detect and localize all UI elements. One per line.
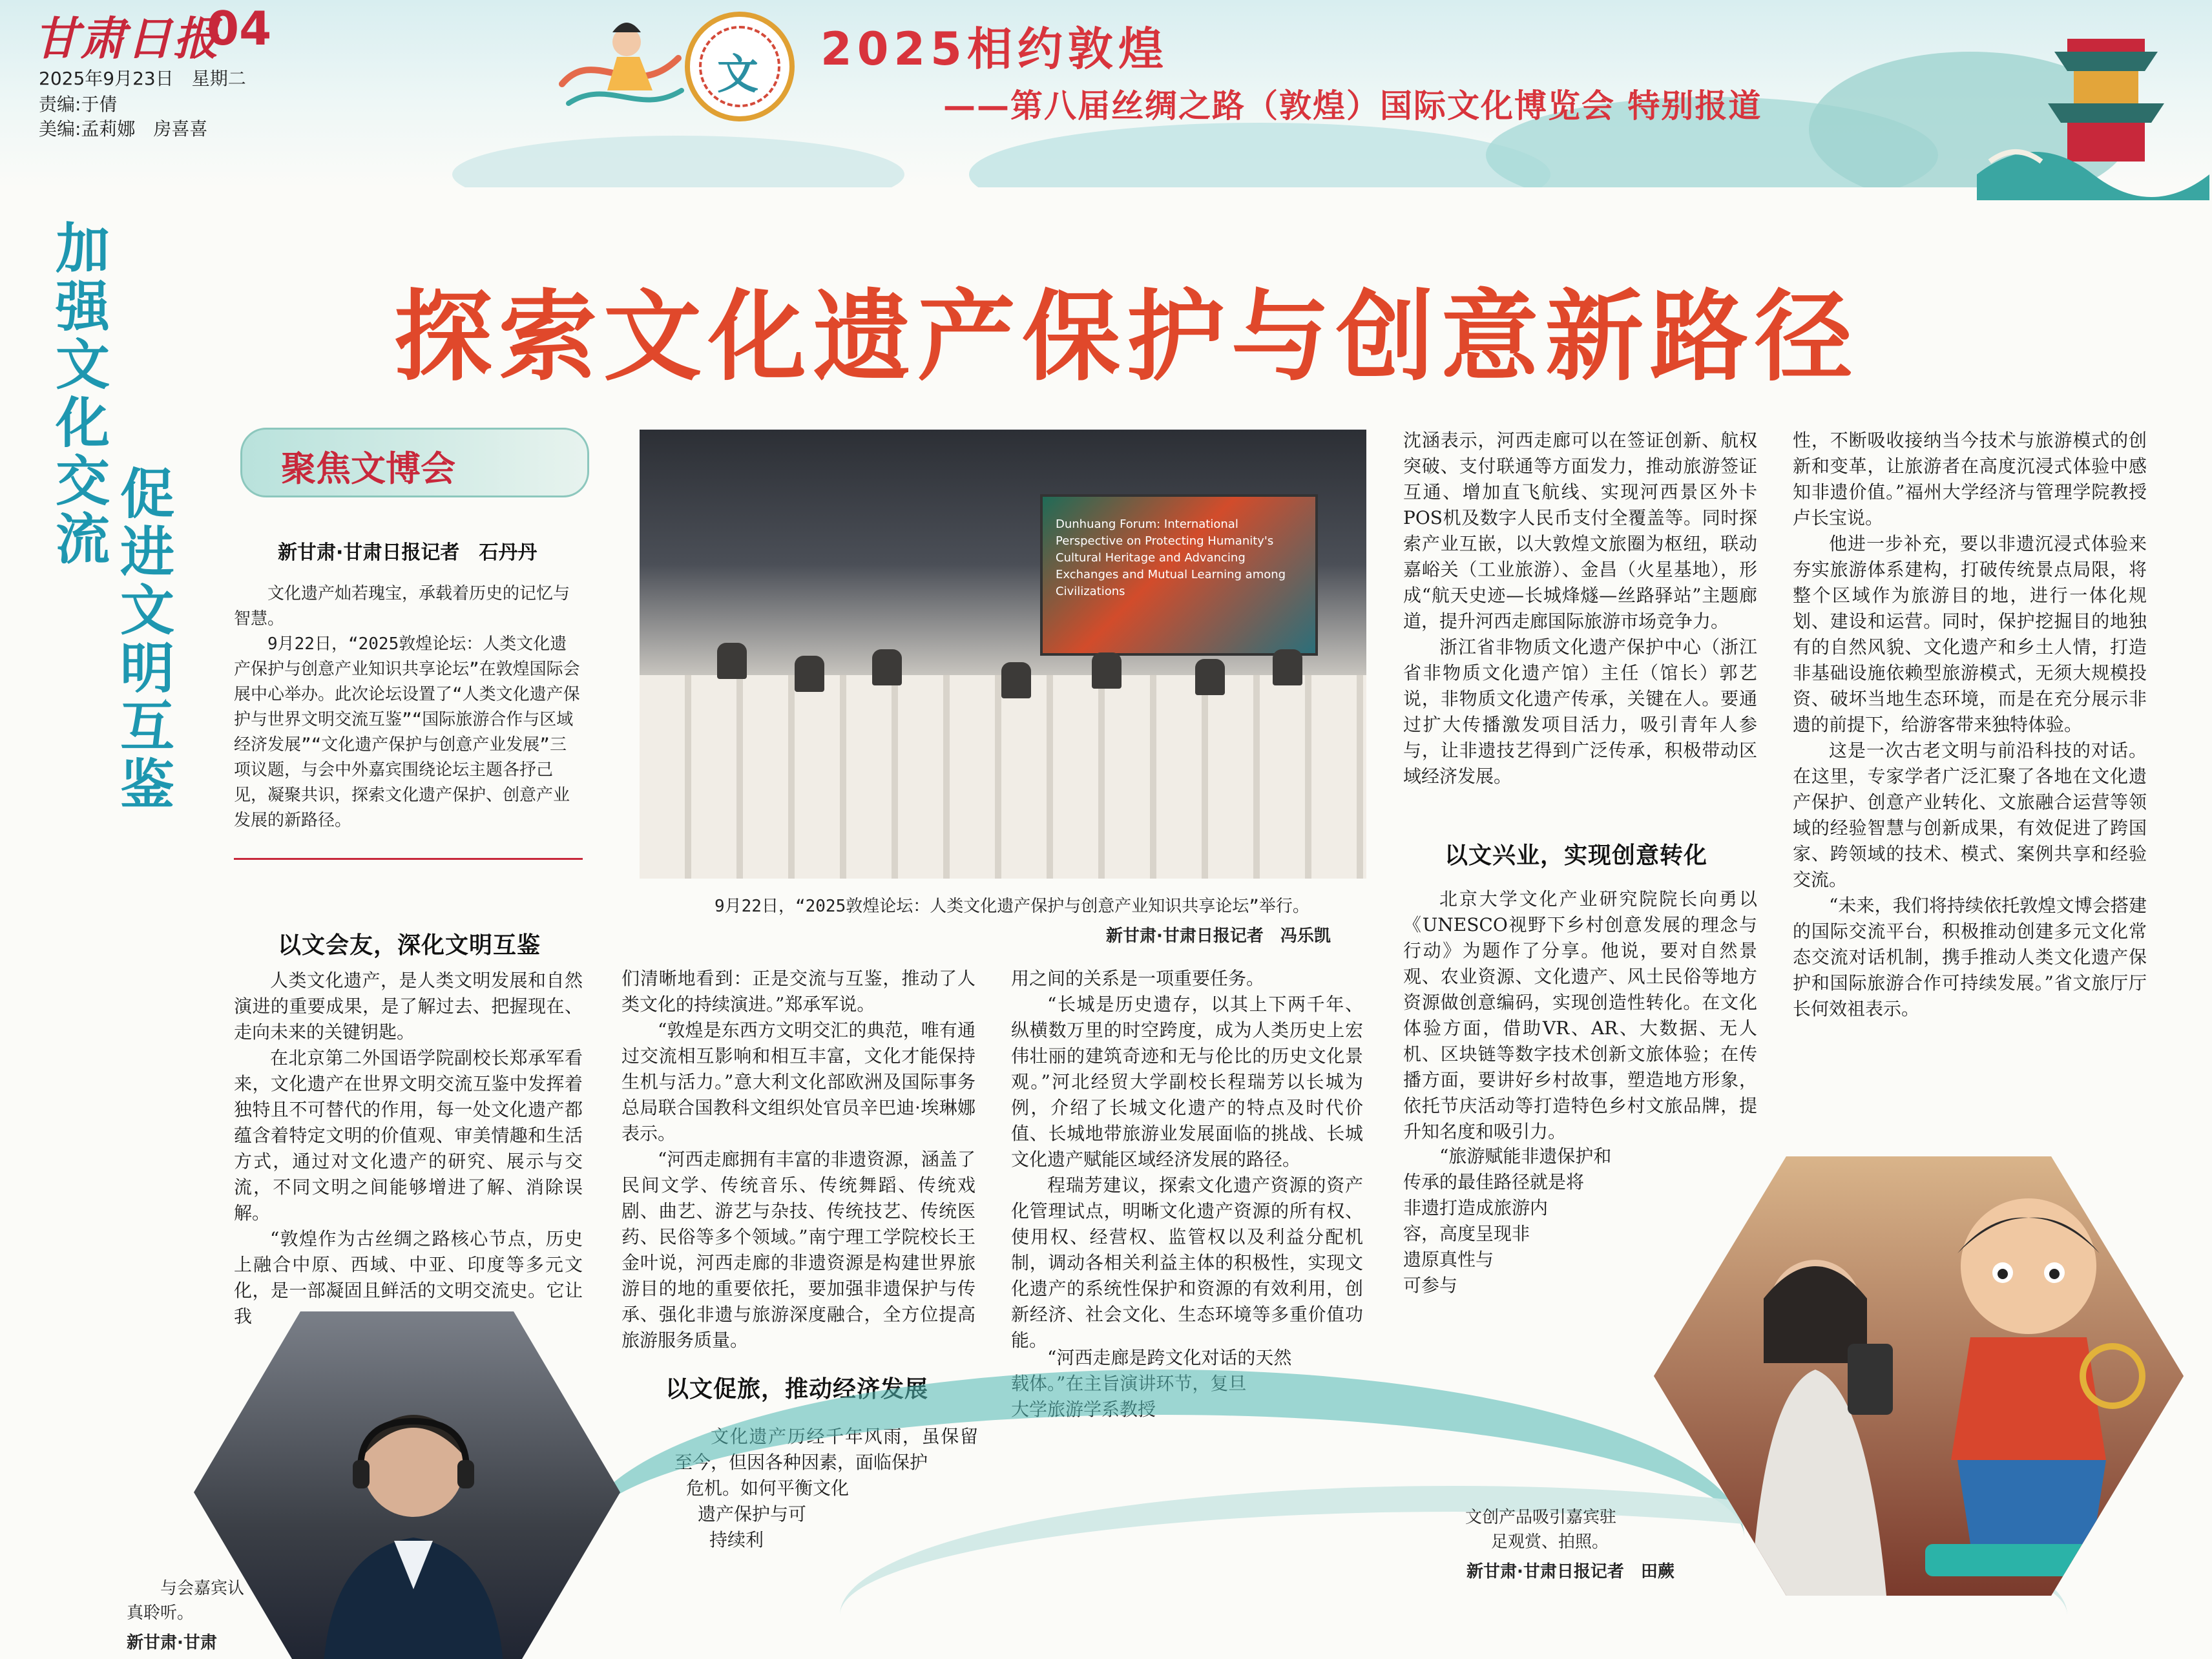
tail-line: 危机。如何平衡文化 — [686, 1477, 850, 1499]
section-1-body — [234, 968, 583, 1330]
audience-chairs — [640, 675, 1366, 879]
tail-line: 非遗打造成旅游内 — [1403, 1197, 1549, 1218]
intro-paragraph: 文化遗产灿若瑰宝，承载着历史的记忆与智慧。 — [234, 584, 570, 629]
expo-logo — [685, 12, 795, 121]
paragraph: “长城是历史遗存，以其上下两千年、纵横数万里的时空跨度，成为人类历史上宏伟壮丽的建筑奇迹和无与伦比的历史文化景观。”河北经贸大学副校长程瑞芳以长城为例，介绍了长城文化遗产的特点及时代价值、长城地带旅游业发展面临的挑战、长城文化遗产赋能区域经济发展的路径。 — [1011, 994, 1363, 1170]
column-5-body — [1793, 428, 2147, 1022]
section-heading-3: 以文兴业，实现创意转化 — [1445, 842, 1708, 869]
tail-line: 遗产保护与可 — [698, 1503, 807, 1525]
intro-divider — [234, 858, 583, 860]
paragraph: “旅游赋能非遗保护和 — [1439, 1145, 1612, 1167]
caption-line: 足观赏、拍照。 — [1491, 1532, 1609, 1552]
paragraph: 在北京第二外国语学院副校长郑承军看来，文化遗产在世界文明交流互鉴中发挥着独特且不可替代的作用，每一处文化遗产都蕴含着特定文明的价值观、审美情趣和生活方式，通过对文化遗产的研究、展示与交流，不同文明之间能够增进了解、消除误解。 — [234, 1047, 583, 1224]
caption-line: 文创产品吸引嘉宾驻 — [1465, 1508, 1617, 1527]
column-4-body — [1403, 428, 1757, 789]
column-4-body-2 — [1403, 886, 1757, 1145]
paragraph: 他进一步补充，要以非遗沉浸式体验来夯实旅游体系建构，打破传统景点局限，将整个区域作为旅游目的地，进行一体化规划、建设和运营。同时，保护挖掘目的地独有的自然风貌、文化遗产和乡土人情，打造非基础设施依赖型旅游模式，无须大规模投资、破坏当地生态环境，而是在充分展示非遗的前提下，给游客带来独特体验。 — [1793, 533, 2147, 735]
intro — [234, 581, 583, 833]
tail-line: 遗原真性与 — [1403, 1249, 1494, 1270]
section-heading-1: 以文会友，深化文明互鉴 — [278, 932, 541, 959]
paragraph: 人类文化遗产，是人类文明发展和自然演进的重要成果，是了解过去、把握现在、走向未来的关键钥匙。 — [234, 970, 583, 1043]
headline: 探索文化遗产保护与创意新路径 — [394, 280, 1859, 394]
paragraph: “未来，我们将持续依托敦煌文博会搭建的国际交流平台，积极推动创建多元文化常态交流对话机制，携手推动人类文化遗产保护和国际旅游合作可持续发展。”省文旅厅厅长何效祖表示。 — [1793, 895, 2147, 1019]
cultural-products-credit: 新甘肃·甘肃日报记者 田蕨 — [1466, 1562, 1675, 1581]
pagoda-illustration — [1977, 13, 2209, 200]
column-2-body — [621, 966, 976, 1353]
forum-photo — [640, 430, 1366, 879]
attendee-photo-caption — [127, 1576, 282, 1625]
attendee-photo-credit: 新甘肃·甘肃 — [127, 1633, 217, 1653]
column-3-body — [1011, 966, 1363, 1353]
paragraph: “河西走廊拥有丰富的非遗资源，涵盖了民间文学、传统音乐、传统舞蹈、传统戏剧、曲艺、游艺与杂技、传统技艺、传统医药、民俗等多个领域。”南宁理工学院校长王金叶说，河西走廊的非遗资源是构建世界旅游目的地的重要依托，要加强非遗保护与传承、强化非遗与旅游深度融合，全方位提高旅游服务质量。 — [621, 1149, 976, 1351]
paragraph: “敦煌是东西方文明交汇的典范，唯有通过交流相互影响和相互丰富，文化才能保持生机与活力。”意大利文化部欧洲及国际事务总局联合国教科文组织处官员辛巴迪·埃琳娜表示。 — [621, 1019, 976, 1144]
masthead-name: 甘肃日报 — [34, 12, 220, 65]
paragraph: 北京大学文化产业研究院院长向勇以《UNESCO视野下乡村创意发展的理念与行动》为题作了分享。他说，要对自然景观、农业资源、文化遗产、风土民俗等地方资源做创意编码，实现创造性转化。在文化体验方面，借助VR、AR、大数据、无人机、区块链等数字技术创新文旅体验；在传播方面，要讲好乡村故事，塑造地方形象，依托节庆活动等打造特色乡村文旅品牌，提升知名度和吸引力。 — [1403, 888, 1757, 1142]
paragraph: 浙江省非物质文化遗产保护中心（浙江省非物质文化遗产馆）主任（馆长）郭艺说，非物质文化遗产传承，关键在人。要通过扩大传播激发项目活力，吸引青年人参与，让非遗技艺得到广泛传承，积极带动区域经济发展。 — [1403, 636, 1757, 787]
flying-apsara-illustration — [556, 6, 685, 123]
slogan-text-2: 促 进 文 明 互 鉴 — [120, 463, 174, 817]
tail-line: 载体。”在主旨演讲环节，复旦 — [1011, 1373, 1247, 1394]
tail-line: 可参与 — [1403, 1275, 1458, 1296]
page-number: 04 — [207, 1, 272, 56]
header-title: 2025相约敦煌 — [820, 23, 1169, 76]
column-4-tail — [1403, 1143, 1662, 1299]
focus-banner-label: 聚焦文博会 — [281, 448, 455, 489]
editor: 责编:于倩 — [39, 94, 118, 115]
paragraph: 性，不断吸收接纳当今技术与旅游模式的创新和变革，让旅游者在高度沉浸式体验中感知非遗价值。”福州大学经济与管理学院教授卢长宝说。 — [1793, 430, 2147, 528]
focus-banner — [240, 428, 589, 497]
tail-line: 大学旅游学系教授 — [1011, 1399, 1156, 1420]
expo-logo-mark: 文 — [717, 51, 758, 99]
issue-date-line — [39, 65, 246, 90]
header-subtitle: ——第八届丝绸之路（敦煌）国际文化博览会 特别报道 — [943, 87, 1762, 125]
paragraph: 程瑞芳建议，探索文化遗产资源的资产化管理试点，明晰文化遗产资源的所有权、使用权、经营权、监管权以及利益分配机制，调动各相关利益主体的积极性，实现文化遗产的系统性保护和资源的有效利用，创新经济、社会文化、生态环境等多重价值功能。 — [1011, 1174, 1363, 1351]
designer: 美编:孟莉娜 房喜喜 — [39, 118, 208, 140]
stage-screen — [1040, 494, 1318, 656]
caption-line: 与会嘉宾认 — [160, 1579, 245, 1598]
caption-line: 真聆听。 — [127, 1603, 194, 1623]
cultural-products-caption — [1465, 1505, 1685, 1554]
paragraph: 们清晰地看到：正是交流与互鉴，推动了人类文化的持续演进。”郑承军说。 — [621, 968, 976, 1015]
forum-photo-credit: 新甘肃·甘肃日报记者 冯乐凯 — [1106, 926, 1331, 946]
paragraph: 沈涵表示，河西走廊可以在签证创新、航权突破、支付联通等方面发力，推动旅游签证互通、增加直飞航线、实现河西景区外卡POS机及数字人民币支付全覆盖等。同时探索产业互嵌，以大敦煌文旅圈为枢纽，联动嘉峪关（工业旅游）、金昌（火星基地），形成“航天史迹—长城烽燧—丝路驿站”主题廊道，提升河西走廊国际旅游市场竞争力。 — [1403, 430, 1757, 632]
byline: 新甘肃·甘肃日报记者 石丹丹 — [278, 541, 537, 564]
paragraph: “河西走廊是跨文化对话的天然 — [1047, 1347, 1292, 1368]
paragraph: 文化遗产历经千年风雨，虽保留至今，但因各种因素，面临保护 — [674, 1426, 978, 1473]
paragraph: 用之间的关系是一项重要任务。 — [1011, 968, 1265, 989]
tail-line: 容，高度呈现非 — [1403, 1223, 1530, 1244]
tail-line: 持续利 — [709, 1529, 764, 1550]
paragraph: “敦煌作为古丝绸之路核心节点，历史上融合中原、西域、中亚、印度等多元文化，是一部凝固且鲜活的文明交流史。它让我 — [234, 1228, 583, 1327]
paragraph: 这是一次古老文明与前沿科技的对话。在这里，专家学者广泛汇聚了各地在文化遗产保护、创意产业转化、文旅融合运营等领域的经验智慧与创新成果，有效促进了跨国家、跨领域的技术、模式、案例共享和经验交流。 — [1793, 740, 2147, 890]
stage-screen-text: Dunhuang Forum: International Perspective on Protecting Humanity's Cultural Heritage and Advancing Exchanges and Mutual Learning among Civilizations — [1056, 517, 1286, 598]
slogan-line-1 — [52, 217, 114, 571]
slogan-text-1: 加 强 文 化 交 流 — [55, 217, 110, 571]
section-heading-2: 以文促旅，推动经济发展 — [665, 1376, 929, 1403]
slogan-line-2 — [116, 463, 178, 817]
tail-line: 传承的最佳路径就是将 — [1403, 1171, 1585, 1193]
issue-date: 2025年9月23日 — [39, 68, 174, 89]
intro-paragraph: 9月22日，“2025敦煌论坛：人类文化遗产保护与创意产业知识共享论坛”在敦煌国际会展中心举办。此次论坛设置了“人类文化遗产保护与世界文明交流互鉴”“国际旅游合作与区域经济发展”“文化遗产保护与创意产业发展”三项议题，与会中外嘉宾围绕论坛主题各抒己见，凝聚共识，探索文化遗产保护、创意产业发展的新路径。 — [234, 634, 580, 830]
attendee-figure — [310, 1395, 517, 1659]
forum-photo-caption: 9月22日，“2025敦煌论坛：人类文化遗产保护与创意产业知识共享论坛”举行。 — [715, 897, 1309, 916]
issue-weekday: 星期二 — [191, 68, 246, 89]
